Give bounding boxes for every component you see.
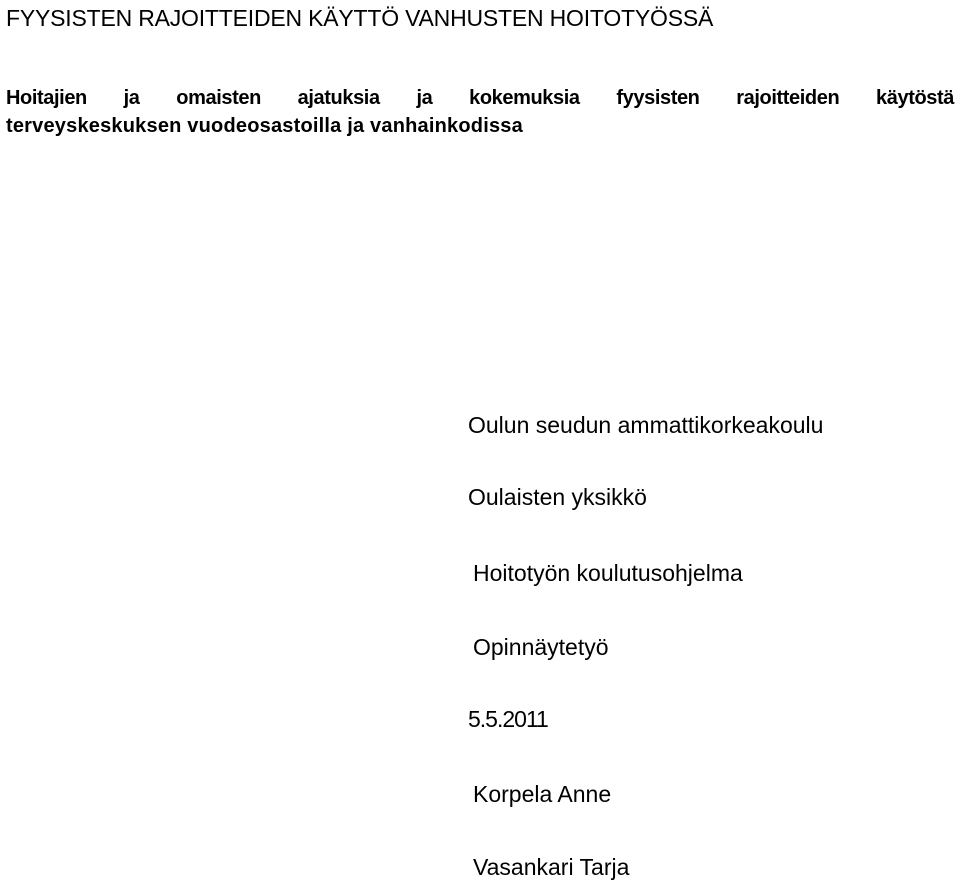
author-2: Vasankari Tarja <box>473 854 630 880</box>
subtitle-line-1: Hoitajien ja omaisten ajatuksia ja kokemuksia fyysisten rajoitteiden käytöstä <box>6 87 954 109</box>
subtitle-line-2: terveyskeskuksen vuodeosastoilla ja vanhainkodissa <box>6 115 523 137</box>
author-1: Korpela Anne <box>473 781 612 807</box>
school-name: Oulun seudun ammattikorkeakoulu <box>468 412 824 438</box>
document-subtitle <box>6 84 954 140</box>
document-title: FYYSISTEN RAJOITTEIDEN KÄYTTÖ VANHUSTEN HOITOTYÖSSÄ <box>6 5 714 31</box>
work-type: Opinnäytetyö <box>473 634 609 660</box>
degree-program: Hoitotyön koulutusohjelma <box>473 560 743 586</box>
date: 5.5.2011 <box>468 706 548 732</box>
school-unit: Oulaisten yksikkö <box>468 484 647 510</box>
